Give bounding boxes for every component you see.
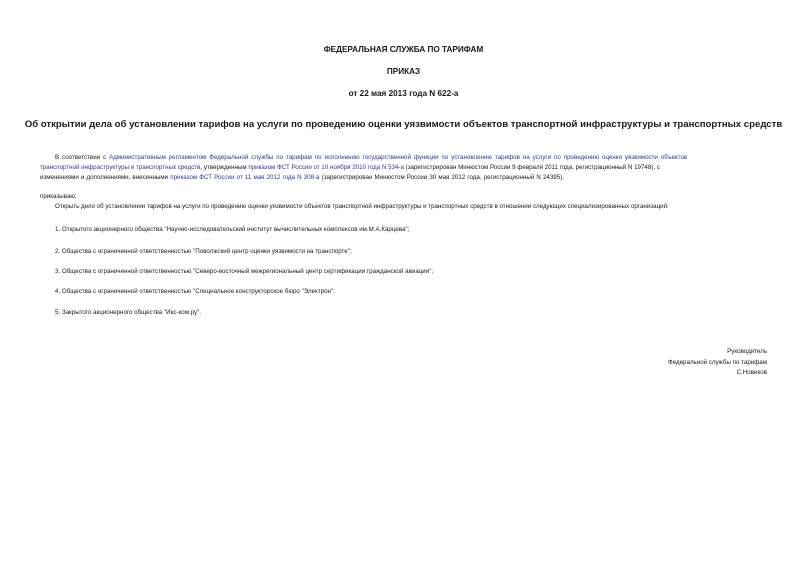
- preamble-line3-prefix: изменениями и дополнениями, внесенными: [40, 174, 171, 181]
- organization-heading: ФЕДЕРАЛЬНАЯ СЛУЖБА ПО ТАРИФАМ: [323, 45, 484, 54]
- preamble-line-2: [40, 163, 770, 173]
- preamble-mid: , утвержденным: [200, 164, 249, 171]
- list-item: 5. Закрытого акционерного общества "Икс-ком.ру".: [55, 309, 202, 316]
- list-item: 3. Общества с ограниченной ответственностью "Северо-восточный межрегиональный центр сертификации гражданской авиации";: [55, 268, 434, 275]
- open-statement: Открыть дело об установлении тарифов на услуги по проведению оценки уязвимости объектов транспортной инфраструктуры и транспортных средств в отношении следующих специализированных организаций:: [55, 203, 669, 210]
- signature-position: Руководитель: [727, 348, 767, 355]
- signature-name: С.Новиков: [736, 369, 767, 376]
- document-title: Об открытии дела об установлении тарифов на услуги по проведению оценки уязвимости объектов транспортной инфраструктуры и транспортных средств: [24, 119, 783, 130]
- order-word: приказываю:: [40, 193, 77, 200]
- regulation-link-continued[interactable]: транспортной инфраструктуры и транспортных средств: [40, 164, 201, 171]
- preamble-line-3: [40, 173, 770, 183]
- order-534-link[interactable]: приказом ФСТ России от 10 ноября 2010 года N 534-а: [248, 164, 404, 171]
- preamble-line-1: [55, 153, 785, 163]
- list-item: 4. Общества с ограниченной ответственностью "Специальное конструкторское бюро "Электрон";: [55, 288, 335, 295]
- list-item: 1. Открытого акционерного общества "Научно-исследовательский институт вычислительных комплексов им.М.А.Карцева";: [55, 226, 410, 233]
- order-308-link[interactable]: приказом ФСТ России от 11 мая 2012 года N 308-а: [170, 174, 320, 181]
- document-date-number: от 22 мая 2013 года N 622-а: [348, 89, 459, 98]
- signature-organization: Федеральной службы по тарифам: [668, 359, 767, 366]
- preamble-line3-suffix: (зарегистрирован Минюстом России 30 мая 2012 года, регистрационный N 24395),: [319, 174, 564, 181]
- document-type-heading: ПРИКАЗ: [386, 67, 421, 76]
- list-item: 2. Общества с ограниченной ответственностью "Поволжский центр оценки уязвимости на транспорте";: [55, 248, 352, 255]
- regulation-link[interactable]: Административным регламентом Федеральной службы по тарифам по исполнению государственной функции по установлению тарифов на услуги по проведению оценки уязвимости объектов: [109, 154, 688, 161]
- preamble-suffix: (зарегистрирован Минюстом России 9 февраля 2011 года, регистрационный N 19748), с: [403, 164, 660, 171]
- preamble-prefix: В соответствии с: [55, 154, 110, 161]
